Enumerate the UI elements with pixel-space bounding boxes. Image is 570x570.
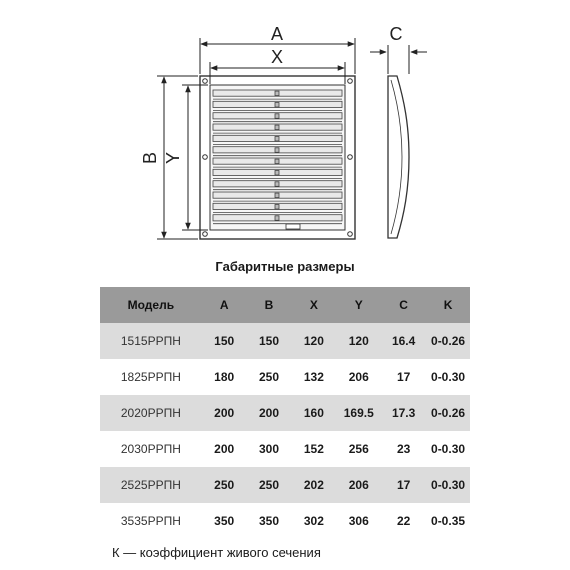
header-b: B	[247, 287, 292, 323]
louver-center-link	[275, 216, 279, 221]
cell-model: 1515РРПН	[100, 323, 202, 359]
cell-a: 200	[202, 395, 247, 431]
cell-k: 0-0.30	[431, 370, 466, 384]
footnote-k-definition: К — коэффициент живого сечения	[112, 545, 321, 560]
louver-center-link	[275, 182, 279, 187]
header-y: Y	[336, 287, 381, 323]
header-a: A	[202, 287, 247, 323]
dim-label-y: Y	[163, 151, 183, 165]
cell-b: 250	[259, 370, 280, 384]
cell-b: 350	[259, 514, 280, 528]
cell-k: 0-0.26	[426, 323, 470, 359]
cell-y: 206	[336, 467, 381, 503]
louver-center-link	[275, 148, 279, 153]
cell-a: 150	[202, 323, 247, 359]
dimension-c	[370, 45, 427, 74]
cell-c: 17	[396, 370, 411, 384]
cell-c: 22	[396, 514, 411, 528]
cell-b: 200	[247, 395, 292, 431]
cell-x: 302	[303, 514, 324, 528]
louver-center-link	[275, 91, 279, 96]
cell-x: 202	[291, 467, 336, 503]
cell-x: 120	[291, 323, 336, 359]
cell-model: 2525РРПН	[100, 467, 202, 503]
cell-b: 250	[247, 467, 292, 503]
table-row	[100, 431, 470, 467]
cell-k: 0-0.35	[431, 514, 466, 528]
section-title: Габаритные размеры	[215, 259, 355, 274]
dimensions-table	[100, 287, 470, 539]
cell-x: 132	[303, 370, 324, 384]
grille-side-view	[388, 76, 409, 238]
dim-label-c: C	[389, 24, 403, 44]
cell-a: 350	[214, 514, 235, 528]
louver-center-link	[275, 159, 279, 164]
louver-center-link	[275, 193, 279, 198]
table-row	[100, 467, 470, 503]
grille-front-view	[200, 76, 355, 239]
header-model: Модель	[100, 287, 202, 323]
grille-technical-drawing	[0, 0, 570, 250]
cell-b: 150	[247, 323, 292, 359]
table-row	[100, 503, 470, 539]
dim-label-b: B	[140, 151, 160, 165]
header-k: K	[426, 287, 470, 323]
cell-model: 1825РРПН	[120, 370, 181, 384]
cell-k: 0-0.30	[431, 442, 466, 456]
cell-c: 23	[396, 442, 411, 456]
dim-label-x: X	[270, 47, 284, 67]
louver-center-link	[275, 137, 279, 142]
header-c: C	[381, 287, 426, 323]
louver-center-link	[275, 114, 279, 119]
table-row	[100, 359, 470, 395]
cell-c: 16.4	[381, 323, 426, 359]
cell-x: 160	[291, 395, 336, 431]
cell-k: 0-0.26	[426, 395, 470, 431]
cell-b: 300	[259, 442, 280, 456]
louver-center-link	[275, 103, 279, 108]
cell-y: 306	[348, 514, 369, 528]
louver-center-link	[275, 171, 279, 176]
cell-a: 180	[214, 370, 235, 384]
cell-a: 250	[202, 467, 247, 503]
table-row	[100, 395, 470, 431]
cell-c: 17	[381, 467, 426, 503]
louver-center-link	[275, 205, 279, 210]
cell-y: 120	[336, 323, 381, 359]
dim-label-a: A	[270, 24, 284, 44]
cell-k: 0-0.30	[426, 467, 470, 503]
cell-model: 3535РРПН	[120, 514, 181, 528]
header-x: X	[291, 287, 336, 323]
cell-y: 206	[348, 370, 369, 384]
cell-x: 152	[303, 442, 324, 456]
table-row	[100, 323, 470, 359]
cell-a: 200	[214, 442, 235, 456]
louver-center-link	[275, 125, 279, 130]
cell-model: 2020РРПН	[100, 395, 202, 431]
cell-c: 17.3	[381, 395, 426, 431]
cell-y: 256	[348, 442, 369, 456]
cell-model: 2030РРПН	[120, 442, 181, 456]
table-header-row	[100, 287, 470, 323]
cell-y: 169.5	[336, 395, 381, 431]
